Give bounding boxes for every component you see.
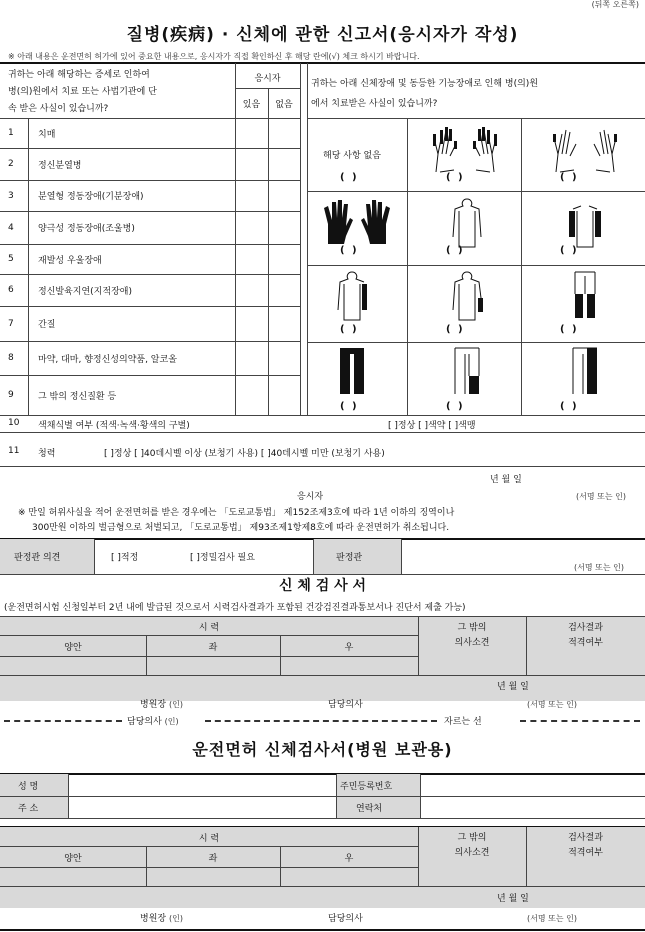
arm-diagram-left — [330, 270, 374, 322]
result-header: 검사결과 적격여부 — [568, 623, 603, 648]
disease-no-checkbox[interactable] — [269, 149, 300, 179]
vision-header: 시 력 — [198, 622, 220, 633]
other-opinion-header-2: 그 밖의 의사소견 — [454, 833, 490, 858]
second-form-title: 운전면허 신체검사서(병원 보관용) — [192, 740, 453, 759]
disease-yes-checkbox[interactable] — [236, 342, 267, 374]
contact-label: 연락처 — [356, 804, 383, 814]
false-statement-warning: ※ 만일 허위사실을 적어 운전면허를 받은 경우에는 「도로교통법」 제152조제3호에 따라 1년 이하의 징역이나 300만원 이하의 벌금형으로 처벌되고, 「도로교통법」 제93조제1항제8호에 따라 운전면허가 취소됩니다. — [18, 508, 455, 533]
doctor-sign-hint: (서명 또는 인) — [527, 700, 577, 709]
disease-row-label: 정신분열병 — [38, 160, 82, 171]
disease-yes-checkbox[interactable] — [236, 149, 267, 179]
diagram-checkbox-6[interactable]: ( ) — [560, 245, 579, 256]
vision-left-header-2: 좌 — [208, 853, 218, 864]
disease-row-number: 3 — [8, 190, 14, 201]
hands-diagram-full — [322, 196, 392, 248]
form-title: 질병(疾病) · 신체에 관한 신고서(응시자가 작성) — [126, 25, 519, 45]
disease-yes-checkbox[interactable] — [236, 212, 267, 243]
hands-diagram-thumbs — [550, 124, 620, 176]
doctor-label-2: 담당의사 — [328, 914, 363, 924]
doctor-label: 담당의사 — [328, 700, 363, 710]
yes-header: 있음 — [242, 99, 261, 110]
leg-diagram-lower — [563, 270, 607, 322]
none-applicable-label: 해당 사항 없음 — [323, 151, 381, 161]
disease-row-label: 마약, 대마, 향정신성의약품, 알코올 — [38, 354, 177, 365]
hospital-head-label: 병원장 (인) — [140, 700, 183, 710]
applicant-column-header: 응시자 — [254, 73, 281, 84]
applicant-label: 응시자 — [297, 492, 324, 502]
disease-no-checkbox[interactable] — [269, 181, 300, 210]
diagram-checkbox-8[interactable]: ( ) — [446, 324, 465, 335]
disease-no-checkbox[interactable] — [269, 119, 300, 147]
disease-yes-checkbox[interactable] — [236, 307, 267, 340]
vision-right-header: 우 — [344, 642, 354, 653]
disease-yes-checkbox[interactable] — [236, 181, 267, 210]
disease-yes-checkbox[interactable] — [236, 376, 267, 414]
disease-row-number: 5 — [8, 254, 14, 264]
arm-diagram-forearm — [445, 270, 489, 322]
disease-yes-checkbox[interactable] — [236, 275, 267, 305]
vision-left-header: 좌 — [208, 642, 218, 653]
hospital-head-label-2: 병원장 (인) — [140, 914, 183, 924]
cut-line-label: 자르는 선 — [444, 717, 482, 727]
disease-no-checkbox[interactable] — [269, 245, 300, 273]
no-header: 없음 — [275, 99, 293, 110]
exam-title: 신 체 검 사 서 — [278, 578, 367, 594]
row11-label: 청력 — [38, 449, 56, 459]
address-label: 주 소 — [18, 804, 39, 814]
vision-both-header: 양안 — [64, 642, 82, 653]
result-header-2: 검사결과 적격여부 — [568, 833, 603, 858]
diagram-checkbox-3[interactable]: ( ) — [560, 172, 579, 183]
left-question: 귀하는 아래 해당하는 증세로 인하여 병(의)원에서 치료 또는 사법기관에 단 속 받은 사실이 있습니까? — [8, 70, 157, 114]
arm-diagram-dark — [563, 197, 607, 249]
right-question: 귀하는 아래 신체장애 및 동등한 기능장애로 인해 병(의)원 에서 치료받은 사실이 있습니까? — [311, 79, 539, 109]
disease-row-number: 1 — [8, 128, 14, 138]
diagram-checkbox-2[interactable]: ( ) — [446, 172, 465, 183]
row10-options[interactable]: [ ]정상 [ ]색약 [ ]색맹 — [388, 421, 476, 431]
judge-suitable-option[interactable]: [ ]적정 — [111, 553, 139, 563]
diagram-checkbox-9[interactable]: ( ) — [560, 324, 579, 335]
vision-right-header-2: 우 — [344, 853, 354, 864]
disease-row-label: 분열형 정동장애(기분장애) — [38, 192, 144, 202]
diagram-checkbox-4[interactable]: ( ) — [340, 245, 359, 256]
exam-date[interactable]: 년 월 일 — [497, 682, 529, 692]
vision-both-header-2: 양안 — [64, 853, 82, 864]
diagram-checkbox-11[interactable]: ( ) — [446, 401, 465, 412]
leg-diagram-right — [563, 346, 607, 398]
cut-doctor-label: 담당의사 (인) — [127, 717, 179, 727]
applicant-sign-hint: (서명 또는 인) — [576, 492, 626, 501]
disease-row-number: 9 — [8, 390, 14, 400]
rrn-label: 주민등록번호 — [340, 781, 393, 792]
leg-diagram-full — [330, 346, 374, 398]
disease-row-number: 4 — [8, 222, 14, 233]
other-opinion-header: 그 밖의 의사소견 — [454, 623, 490, 648]
disease-no-checkbox[interactable] — [269, 212, 300, 243]
doctor-sign-hint-2: (서명 또는 인) — [527, 914, 577, 923]
disease-no-checkbox[interactable] — [269, 307, 300, 340]
disease-no-checkbox[interactable] — [269, 376, 300, 414]
diagram-checkbox-1[interactable]: ( ) — [340, 172, 359, 183]
disease-row-label: 간질 — [38, 320, 56, 330]
disease-row-label: 재발성 우울장애 — [38, 255, 102, 266]
row11-options[interactable]: [ ]정상 [ ]40데시벨 이상 (보청기 사용) [ ]40데시벨 미만 (보청기 사용) — [104, 449, 385, 459]
leg-diagram-one — [445, 346, 489, 398]
disease-row-number: 2 — [8, 159, 14, 169]
page-side-label: (뒤쪽 오른쪽) — [591, 0, 639, 9]
applicant-date[interactable]: 년 월 일 — [490, 475, 522, 485]
disease-row-number: 7 — [8, 318, 14, 329]
disease-row-label: 그 밖의 정신질환 등 — [38, 391, 117, 402]
hands-diagram-fingers — [430, 124, 500, 176]
arm-diagram-both — [445, 197, 489, 249]
vision-header-2: 시 력 — [198, 833, 220, 844]
disease-no-checkbox[interactable] — [269, 275, 300, 305]
name-label: 성 명 — [18, 781, 39, 792]
judge-precise-option[interactable]: [ ]정밀검사 필요 — [190, 553, 255, 563]
notice-text: ※ 아래 내용은 운전면허 허가에 있어 중요한 내용으로, 응시자가 직접 확인하신 후 해당 란에(√) 체크 하시기 바랍니다. — [8, 52, 420, 61]
diagram-checkbox-12[interactable]: ( ) — [560, 401, 579, 412]
judge-label: 판정관 — [336, 553, 363, 563]
disease-row-label: 양극성 정동장애(조울병) — [38, 224, 135, 234]
disease-row-label: 치매 — [38, 129, 56, 140]
diagram-checkbox-5[interactable]: ( ) — [446, 245, 465, 256]
disease-yes-checkbox[interactable] — [236, 119, 267, 147]
row10-number: 10 — [8, 418, 20, 428]
disease-row-number: 8 — [8, 353, 14, 363]
diagram-checkbox-10[interactable]: ( ) — [340, 401, 359, 412]
diagram-checkbox-7[interactable]: ( ) — [340, 324, 359, 335]
judge-opinion-label: 판정관 의견 — [14, 553, 61, 563]
row10-label: 색채식별 여부 (적색·녹색·황색의 구별) — [38, 421, 190, 431]
disease-no-checkbox[interactable] — [269, 342, 300, 374]
row11-number: 11 — [8, 446, 20, 456]
disease-row-label: 정신발육지연(지적장애) — [38, 286, 132, 297]
exam-date-2[interactable]: 년 월 일 — [497, 894, 529, 904]
disease-row-number: 6 — [8, 285, 14, 295]
judge-sign-hint: (서명 또는 인) — [574, 563, 624, 572]
disease-yes-checkbox[interactable] — [236, 245, 267, 273]
exam-note: (운전면허시험 신청일부터 2년 내에 발급된 것으로서 시력검사결과가 포함된 건강검진결과통보서나 진단서 제출 가능) — [4, 603, 466, 613]
